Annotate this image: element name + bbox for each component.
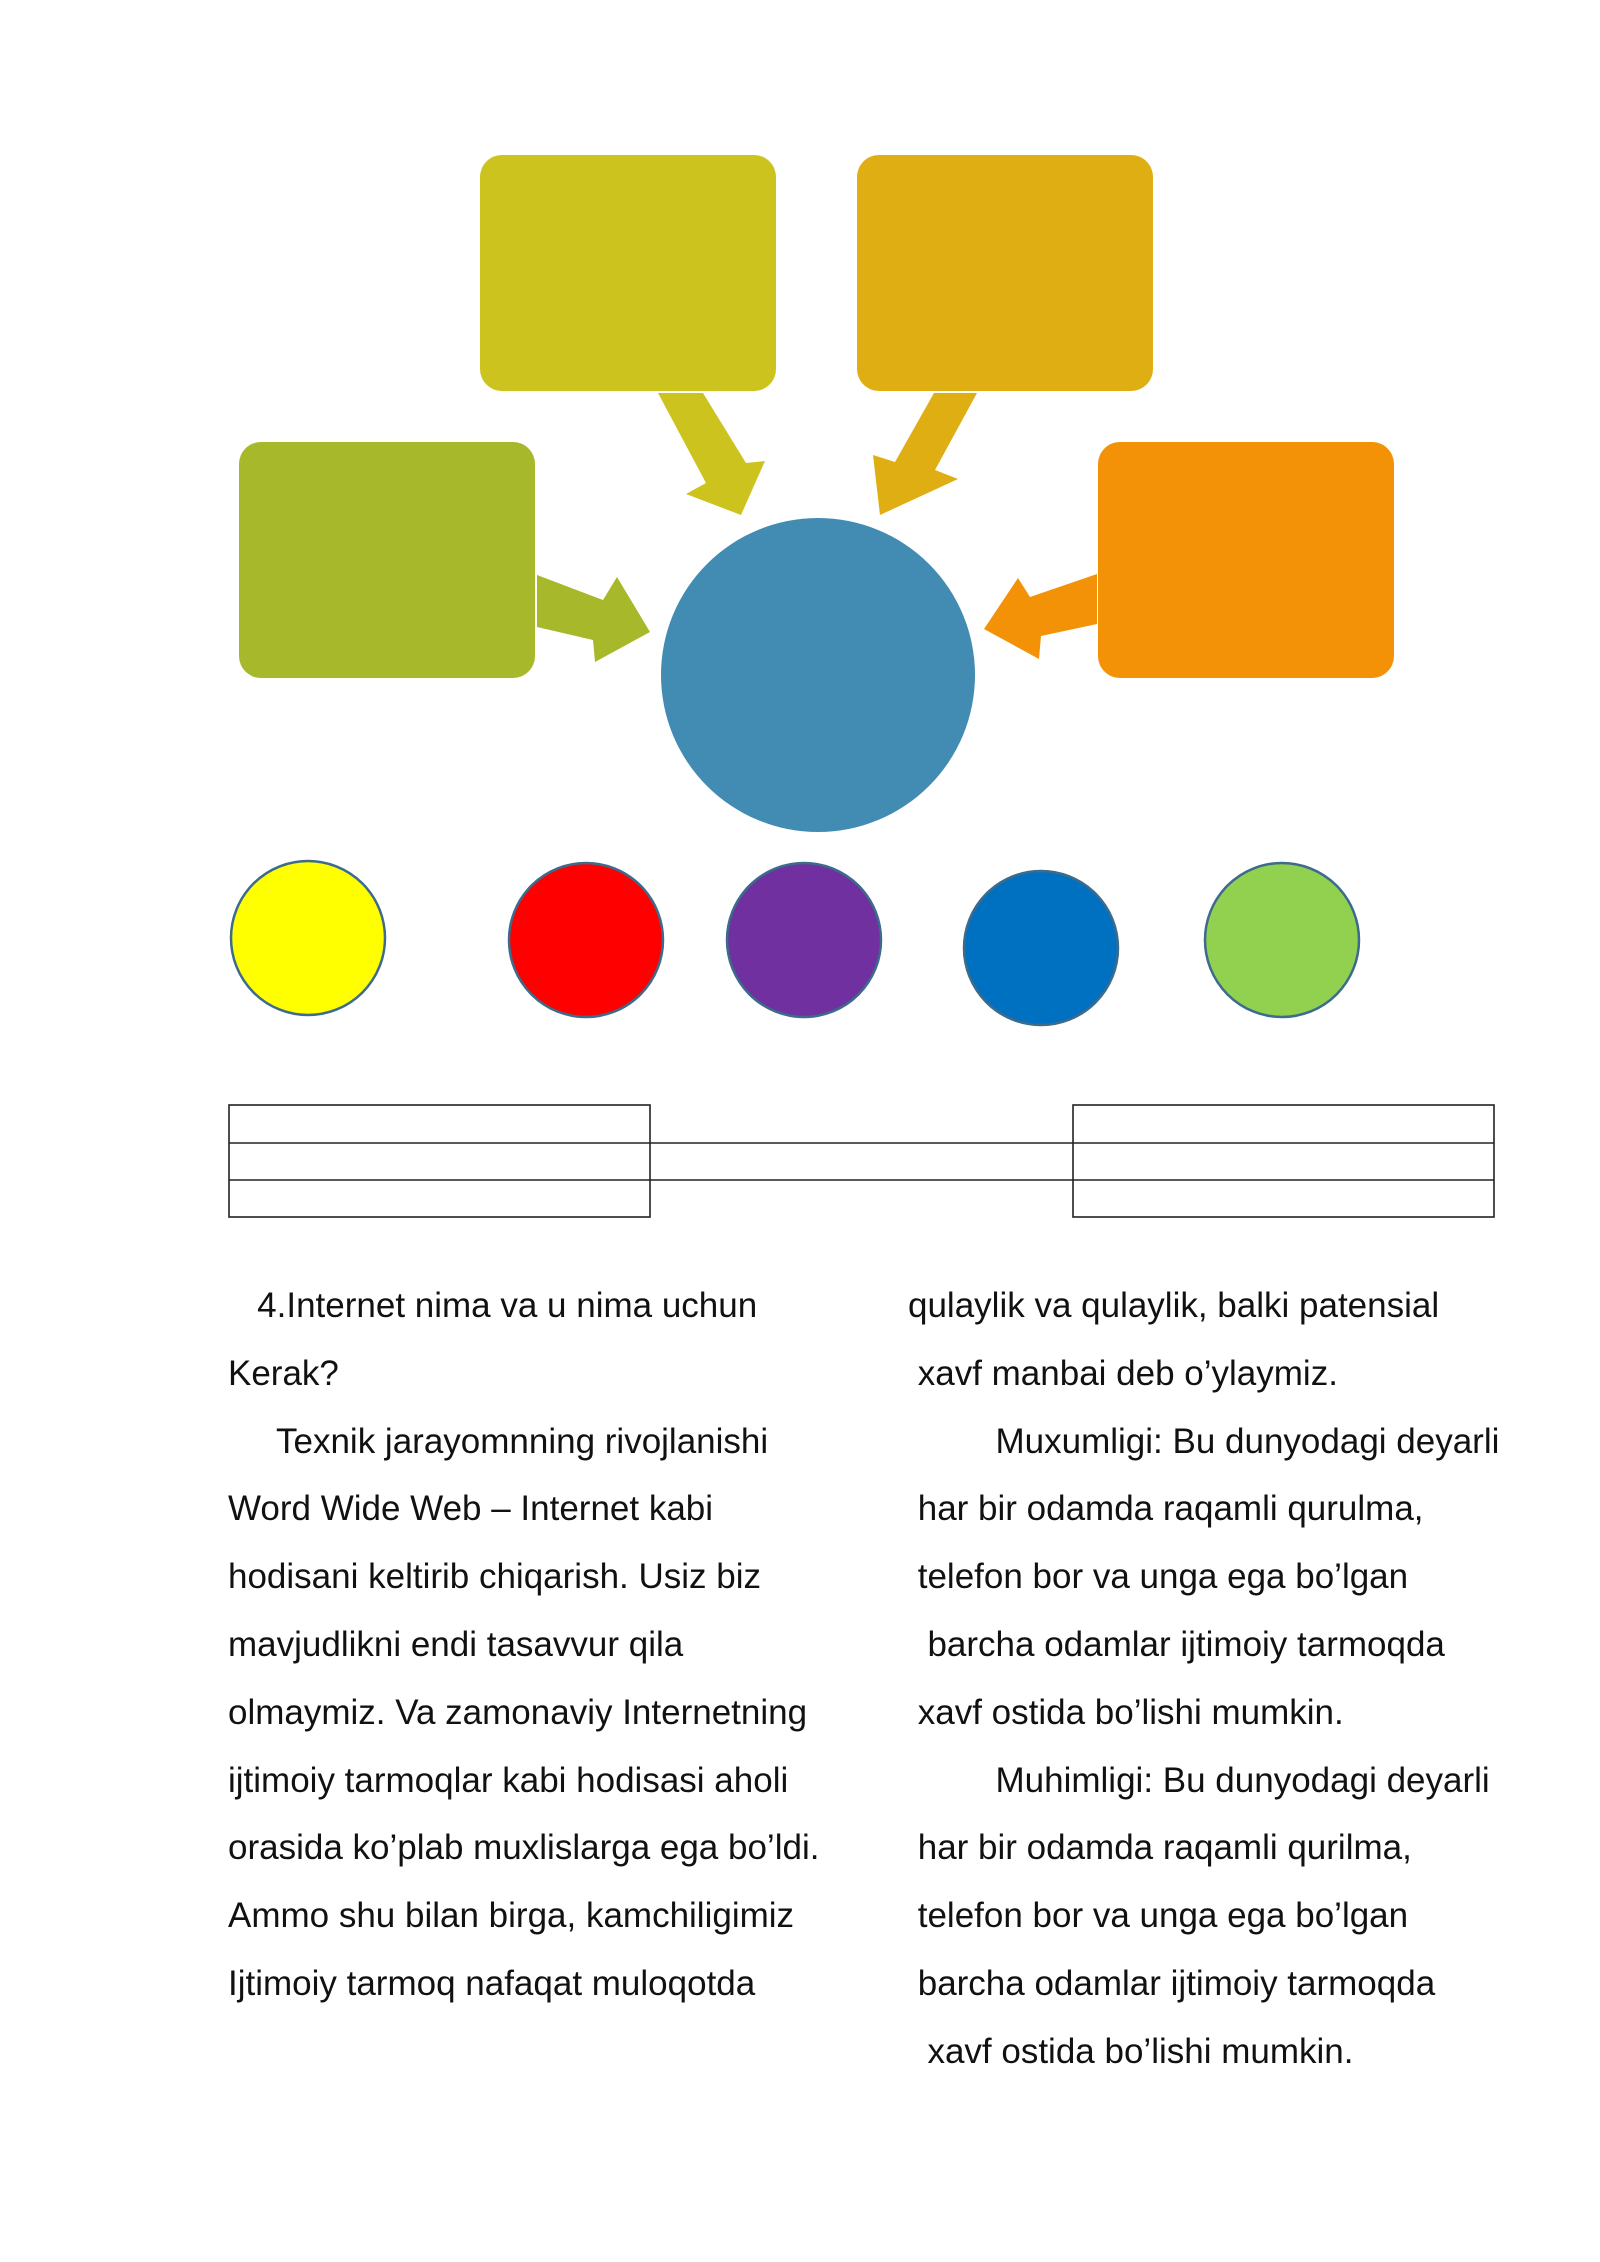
diagram-box-top-right [857, 155, 1153, 391]
text-line: qulaylik va qulaylik, balki patensial [908, 1286, 1440, 1325]
arrow-top-left-icon [658, 393, 765, 515]
text-line: xavf ostida bo’lishi mumkin. [908, 2031, 1354, 2071]
text-line: telefon bor va unga ega bo’lgan [908, 1896, 1409, 1936]
color-circle-blue [964, 871, 1118, 1025]
diagram-box-right [1098, 442, 1394, 678]
center-circle [661, 518, 975, 832]
text-line: barcha odamlar ijtimoiy tarmoqda [908, 1963, 1436, 2003]
text-column-right [908, 1272, 1528, 2086]
text-line: barcha odamlar ijtimoiy tarmoqda [908, 1624, 1445, 1664]
color-circle-yellow [231, 861, 385, 1015]
text-column-left [228, 1272, 848, 2018]
arrow-top-right-icon [873, 393, 977, 515]
text-line: Texnik jarayomnning rivojlanishi [228, 1421, 769, 1461]
empty-table [228, 1104, 1496, 1218]
text-line: orasida ko’plab muxlislarga ega bo’ldi. [228, 1828, 820, 1868]
text-line: Word Wide Web – Internet kabi [228, 1489, 714, 1529]
text-line: xavf manbai deb o’ylaymiz. [908, 1353, 1338, 1393]
text-line: har bir odamda raqamli qurilma, [908, 1828, 1412, 1868]
text-line: Ijtimoiy tarmoq nafaqat muloqotda [228, 1963, 756, 2003]
text-line: olmaymiz. Va zamonaviy Internetning [228, 1692, 808, 1732]
text-line: Kerak? [228, 1353, 339, 1393]
text-line: Muhimligi: Bu dunyodagi deyarli [908, 1760, 1490, 1800]
text-line: mavjudlikni endi tasavvur qila [228, 1624, 684, 1664]
diagram-box-left [239, 442, 535, 678]
text-line: 4.Internet nima va u nima uchun [228, 1286, 758, 1325]
text-line: har bir odamda raqamli qurulma, [908, 1489, 1424, 1529]
color-circle-green [1205, 863, 1359, 1017]
color-circle-purple [727, 863, 881, 1017]
arrow-left-icon [537, 575, 650, 662]
text-line: ijtimoiy tarmoqlar kabi hodisasi aholi [228, 1760, 789, 1800]
color-circle-red [509, 863, 663, 1017]
text-line: Muxumligi: Bu dunyodagi deyarli [908, 1421, 1500, 1461]
text-line: hodisani keltirib chiqarish. Usiz biz [228, 1557, 761, 1597]
concept-diagram [0, 0, 1600, 1060]
diagram-box-top-left [480, 155, 776, 391]
text-line: Ammo shu bilan birga, kamchiligimiz [228, 1896, 795, 1936]
text-line: telefon bor va unga ega bo’lgan [908, 1557, 1409, 1597]
text-line: xavf ostida bo’lishi mumkin. [908, 1692, 1344, 1732]
arrow-right-icon [984, 574, 1097, 659]
